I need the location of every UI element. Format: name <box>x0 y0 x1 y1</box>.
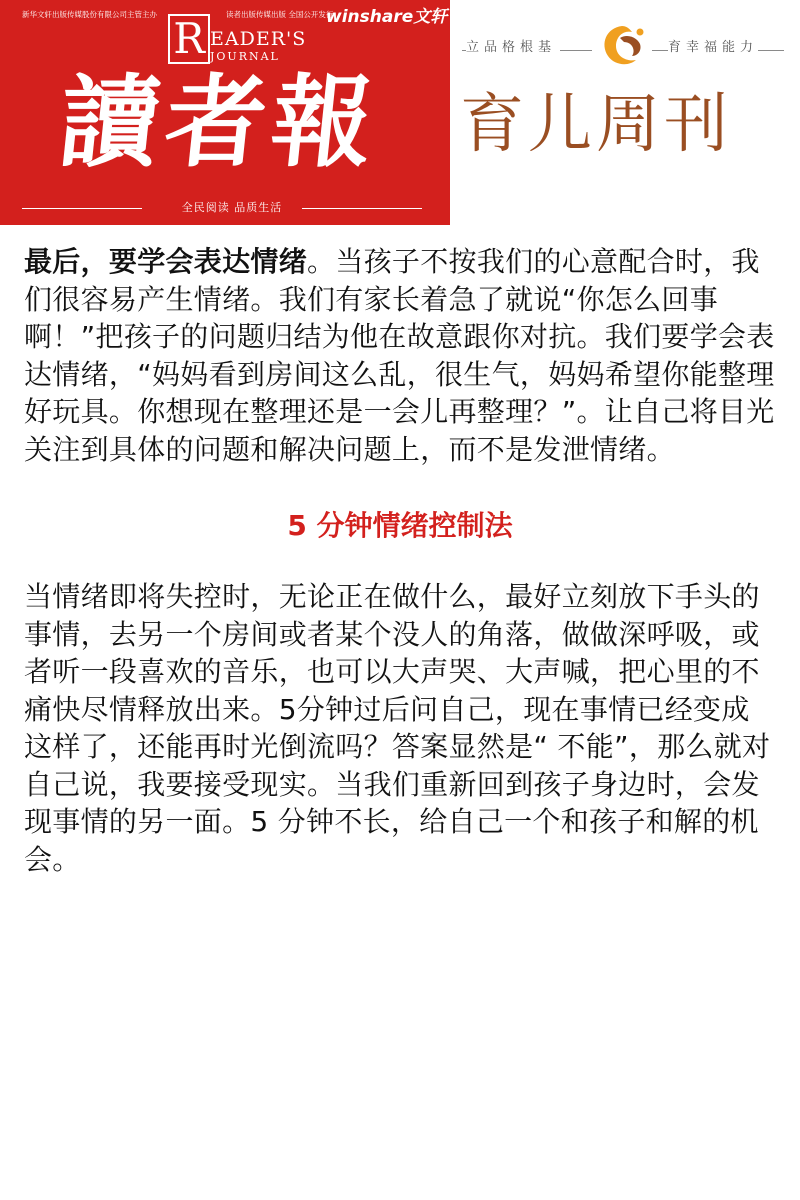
motto-left: 立品格根基 <box>466 36 560 55</box>
publisher-note-right: 读者出版传媒出版 全国公开发行 <box>226 10 334 19</box>
journal-english-title: JOURNAL <box>210 50 280 63</box>
slogan-divider-left <box>22 208 142 209</box>
publisher-note-left: 新华文轩出版传媒股份有限公司主管主办 <box>22 10 157 19</box>
masthead-title: 讀者報 <box>53 63 385 181</box>
slogan-divider-right <box>302 208 422 209</box>
readers-journal-banner <box>0 0 450 225</box>
article-body <box>24 243 776 878</box>
article-paragraph-1 <box>24 243 776 468</box>
weekly-title: 育儿周刊 <box>460 88 732 162</box>
winshare-logo: winshare文轩 <box>326 7 448 27</box>
slogan-bar <box>22 200 422 216</box>
article-paragraph-2: 当情绪即将失控时，无论正在做什么，最好立刻放下手头的事情，去另一个房间或者某个没人的角落，做做深呼吸，或者听一段喜欢的音乐，也可以大声哭、大声喊，把心里的不痛快尽情释放出来。5分钟过后问自己，现在事情已经变成这样了，还能再时光倒流吗？答案显然是“ 不能”，那么就对自己说，我要接受现实。当我们重新回到孩子身边时，会发现事情的另一面。5 分钟不长，给自己一个和孩子和解的机会。 <box>24 580 771 876</box>
sun-swirl-logo-icon <box>596 22 648 70</box>
readers-r-logo: R <box>168 14 210 64</box>
paragraph-lead-bold: 最后，要学会表达情绪 <box>24 245 308 278</box>
slogan-text: 全民阅读 品质生活 <box>181 201 283 214</box>
readers-english-title: EADER'S <box>210 28 307 50</box>
motto-right: 育幸福能力 <box>668 36 758 55</box>
page-header <box>0 0 800 225</box>
section-heading: 5 分钟情绪控制法 <box>287 509 513 542</box>
paragraph-1-text: 。当孩子不按我们的心意配合时，我们很容易产生情绪。我们有家长着急了就说“你怎么回事啊！”把孩子的问题归结为他在故意跟你对抗。我们要学会表达情绪，“妈妈看到房间这么乱，很生气，妈妈希望你能整理好玩具。你想现在整理还是一会儿再整理？”。让自己将目光关注到具体的问题和解决问题上，而不是发泄情绪。 <box>24 245 775 466</box>
